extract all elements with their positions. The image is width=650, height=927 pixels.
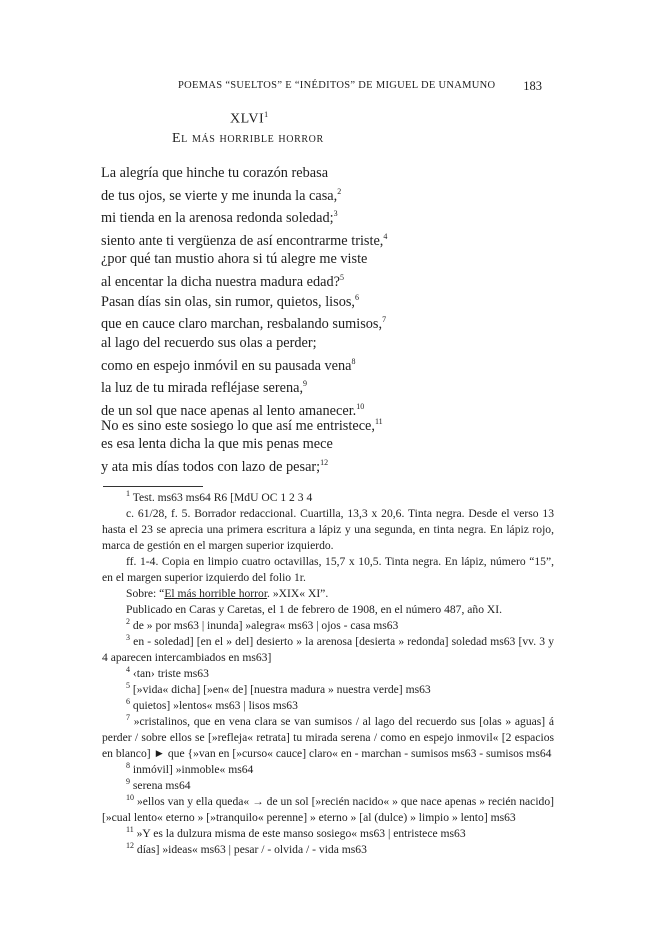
footnote-ref: 3	[333, 209, 338, 219]
verse-line	[101, 164, 541, 183]
footnote-number: 6	[126, 697, 130, 707]
footnote-number: 10	[126, 793, 134, 803]
footnote-number: 8	[126, 761, 130, 771]
footnote-text: ‹tan› triste ms63	[132, 667, 209, 680]
footnote-number: 1	[126, 489, 130, 499]
footnote-ref: 12	[320, 458, 329, 468]
footnote-ref: 11	[374, 417, 383, 426]
running-head-title: POEMAS “SUELTOS” E “INÉDITOS” DE MIGUEL DE UNAMUNO	[178, 80, 496, 91]
verse-line	[101, 228, 541, 250]
footnote	[102, 618, 554, 634]
footnote	[102, 698, 554, 714]
verse-line	[101, 289, 541, 311]
footnote-text: Publicado en Caras y Caretas, el 1 de febrero de 1908, en el número 487, año XI.	[126, 603, 503, 616]
footnote-text: . »XIX« XI”.	[267, 587, 329, 600]
verse-text: No es sino este sosiego lo que así me entristece,	[101, 417, 375, 434]
stanza	[101, 164, 541, 291]
footnote-rule	[103, 486, 203, 487]
verse-text: siento ante ti vergüenza de así encontrarme triste,	[101, 232, 384, 249]
verse-text: y ata mis días todos con lazo de pesar;	[101, 458, 321, 475]
verse-line	[101, 375, 541, 397]
footnote-ref: 9	[303, 379, 308, 389]
verse-text: La alegría que hinche tu corazón rebasa	[101, 165, 329, 181]
footnote-text: en - soledad] [en el » del] desierto » la arenosa [desierta » redonda] soledad ms63 [vv. 3 y 4 aparecen intercambiados en ms63]	[102, 635, 555, 664]
footnote-ref: 6	[355, 293, 359, 302]
footnote-number: 4	[126, 665, 130, 675]
verse-text: la luz de tu mirada refléjase serena,	[101, 379, 304, 396]
footnote	[102, 778, 554, 794]
footnote-text: ff. 1-4. Copia en limpio cuatro octavillas, 15,7 x 10,5. Tinta negra. En lápiz, número “15”, en el margen superior izquierdo del folio 1r.	[102, 555, 554, 584]
footnote-text: días] »ideas« ms63 | pesar / - olvida / - vida ms63	[136, 843, 367, 856]
footnote	[102, 506, 554, 554]
verse-text: al lago del recuerdo sus olas a perder;	[101, 334, 317, 351]
footnote-underlined-title: El más horrible horror	[164, 587, 268, 600]
verse-line	[101, 250, 541, 269]
footnote-text: »cristalinos, que en vena clara se van sumisos / al lago del recuerdo sus [olas » aguas] á perder / sobre ellos se [»refleja« retrata] tu mirada serena / como en espejo inmovil« [2 espacios en blanco] ► que {»van en [»curso« cauce] claro« en - marchan - sumisos ms63 - sumisos ms64	[102, 715, 555, 760]
running-header	[104, 80, 542, 96]
verse-text: ¿por qué tan mustio ahora si tú alegre me viste	[101, 251, 368, 268]
verse-line	[101, 205, 541, 227]
footnote	[102, 714, 554, 762]
footnote-ref: 5	[339, 272, 344, 282]
footnote-text: »Y es la dulzura misma de este manso sosiego« ms63 | entristece ms63	[136, 827, 466, 840]
footnote	[102, 586, 554, 602]
verse-line	[101, 334, 541, 353]
verse-text: que en cauce claro marchan, resbalando sumisos,	[101, 316, 383, 333]
footnote-text: Sobre: “	[126, 587, 165, 600]
verse-line	[101, 183, 541, 205]
footnote-text: quietos] »lentos« ms63 | lisos ms63	[132, 699, 298, 712]
verse-text: Pasan días sin olas, sin rumor, quietos, lisos,	[101, 293, 355, 310]
footnote	[102, 666, 554, 682]
footnote-ref: 10	[356, 401, 365, 411]
footnote-ref: 8	[351, 356, 356, 366]
footnote	[102, 682, 554, 698]
verse-text: es esa lenta dicha la que mis penas mece	[101, 436, 333, 453]
footnote	[102, 634, 554, 666]
footnote-text: Test. ms63 ms64 R6 [MdU OC 1 2 3 4	[132, 491, 313, 504]
footnote-number: 9	[126, 777, 130, 787]
verse-line	[101, 454, 541, 476]
verse-text: al encentar la dicha nuestra madura edad?	[101, 273, 340, 290]
footnote-number: 3	[126, 633, 130, 643]
footnote	[102, 554, 554, 586]
poem-number	[230, 110, 269, 128]
footnote-text: [»vida« dicha] [»en« de] [nuestra madura » nuestra verde] ms63	[132, 683, 431, 696]
footnote-ref: 2	[337, 186, 342, 196]
verse-text: de tus ojos, se vierte y me inunda la casa,	[101, 187, 338, 204]
verse-text: de un sol que nace apenas al lento amanecer.	[101, 402, 357, 419]
footnote-text: de » por ms63 | inunda] »alegra« ms63 | ojos - casa ms63	[132, 619, 399, 632]
verse-line	[101, 413, 541, 435]
stanza	[101, 413, 541, 477]
footnote-ref: 4	[383, 231, 388, 241]
poem-title: El más horrible horror	[172, 131, 324, 146]
verse-text: como en espejo inmóvil en su pausada vena	[101, 357, 352, 374]
footnote-number: 5	[126, 681, 130, 691]
footnote-text: »ellos van y ella queda« → de un sol [»recién nacido« » que nace apenas » recién nacido] [»cual lento« eterno » [»tranquilo« perenne] » eterno » [al (dulce) » limpio » lento] ms63	[102, 795, 554, 824]
poem-number-text: XLVI	[230, 111, 265, 127]
footnote	[102, 490, 554, 506]
verse-text: mi tienda en la arenosa redonda soledad;	[101, 209, 334, 226]
footnote-number: 11	[126, 825, 134, 835]
stanza	[101, 289, 541, 420]
footnote	[102, 842, 554, 858]
footnote-text: c. 61/28, f. 5. Borrador redaccional. Cuartilla, 13,3 x 20,6. Tinta negra. Desde el verso 13 hasta el 23 se aprecia una primera escritura a lápiz y una segunda, en tinta negra. En lápiz rojo, marca de gestión en el margen superior izquierdo.	[102, 507, 554, 552]
footnote-text: inmóvil] »inmoble« ms64	[132, 763, 254, 776]
footnote	[102, 794, 554, 826]
footnote-text: serena ms64	[132, 779, 191, 792]
footnote-number: 2	[126, 617, 130, 627]
footnotes	[102, 490, 554, 858]
footnote	[102, 826, 554, 842]
verse-line	[101, 269, 541, 291]
verse-line	[101, 311, 541, 333]
footnote-ref: 1	[264, 110, 269, 119]
footnote	[102, 762, 554, 778]
footnote-number: 12	[126, 841, 134, 851]
footnote-number: 7	[126, 713, 130, 723]
verse-line	[101, 435, 541, 454]
page-number: 183	[523, 79, 542, 93]
verse-line	[101, 353, 541, 375]
footnote	[102, 602, 554, 618]
footnote-ref: 7	[382, 315, 387, 325]
